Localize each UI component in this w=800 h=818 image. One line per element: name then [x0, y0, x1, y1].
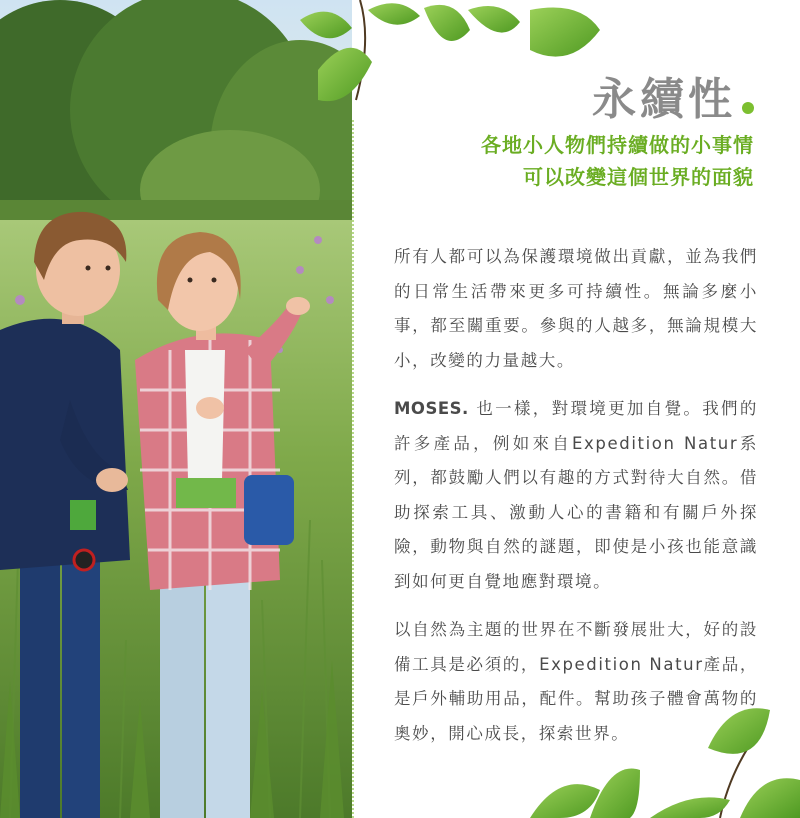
- subtitle-line-2: 可以改變這個世界的面貌: [523, 165, 754, 189]
- page-title: 永續性: [481, 72, 754, 128]
- brand-name: MOSES.: [394, 399, 469, 418]
- subtitle-line-1: 各地小人物們持續做的小事情: [481, 133, 754, 157]
- title-dot-icon: [742, 102, 754, 114]
- paragraph-2: [394, 392, 758, 599]
- children-in-meadow-photo: [0, 0, 352, 818]
- paragraph-2-text: 也一樣，對環境更加自覺。我們的許多產品，例如來自Expedition Natur系列，都鼓勵人們以有趣的方式對待大自然。借助探索工具、激動人心的書籍和有關戶外探險，動物與自然的謎題，即使是小孩也能意識到如何更自覺地應對環境。: [394, 399, 758, 591]
- body-text: [394, 240, 758, 765]
- paragraph-1: 所有人都可以為保護環境做出貢獻，並為我們的日常生活帶來更多可持續性。無論多麼小事，都至關重要。參與的人越多，無論規模大小，改變的力量越大。: [394, 247, 758, 370]
- dotted-divider: [352, 120, 354, 818]
- paragraph-3: 以自然為主題的世界在不斷發展壯大，好的設備工具是必須的，Expedition Natur產品，是戶外輔助用品，配件。幫助孩子體會萬物的奧妙，開心成長，探索世界。: [394, 620, 758, 743]
- heading-block: [481, 72, 754, 192]
